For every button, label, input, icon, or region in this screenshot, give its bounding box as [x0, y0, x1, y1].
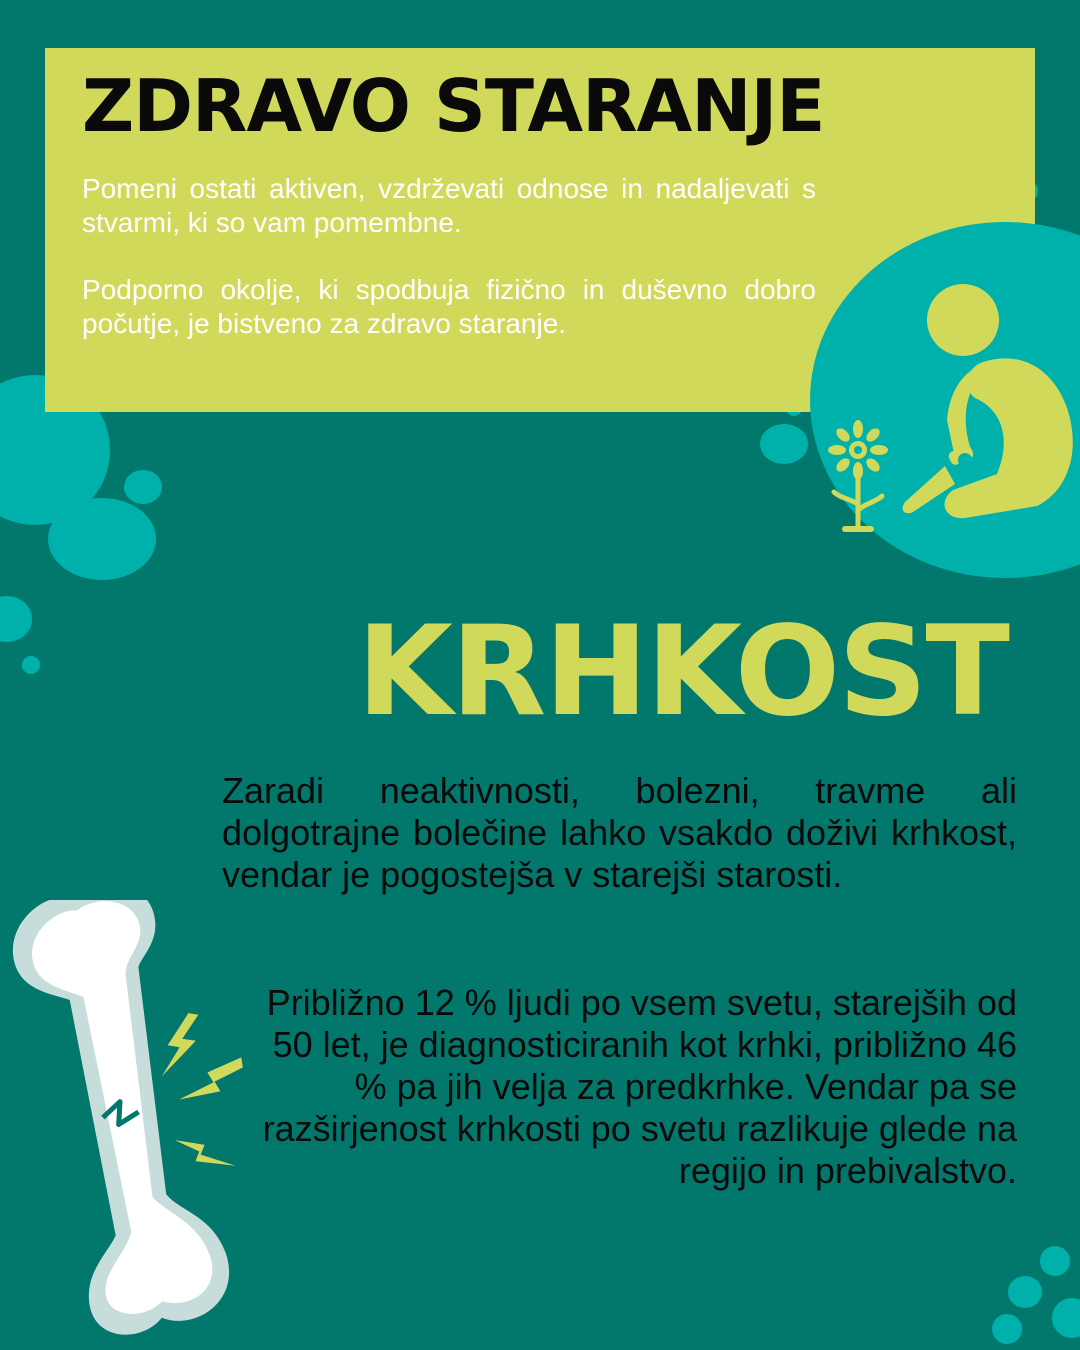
section-title: KRHKOST	[356, 600, 1008, 744]
decor-blob	[124, 470, 162, 504]
decor-blob	[48, 498, 156, 580]
intro-text	[82, 172, 816, 374]
page-title: ZDRAVO STARANJE	[82, 64, 825, 148]
decor-blob	[22, 656, 40, 674]
lightning-bolt-icon	[168, 1052, 248, 1108]
broken-bone-icon	[0, 900, 270, 1350]
flower-icon	[822, 420, 894, 536]
intro-paragraph: Pomeni ostati aktiven, vzdrževati odnose in nadaljevati s stvarmi, ki so vam pomembne.	[82, 173, 816, 238]
section-paragraph: Zaradi neaktivnosti, bolezni, travme ali dolgotrajne bolečine lahko vsakdo doživi krhkost, vendar je pogostejša v starejši starosti.	[222, 770, 1017, 895]
section-paragraph: Približno 12 % ljudi po vsem svetu, starejših od 50 let, je diagnosticiranih kot krhki, približno 46 % pa jih velja za predkrhke. Vendar pa se razširjenost krhkosti po svetu razlikuje glede na regijo in prebivalstvo.	[262, 982, 1017, 1191]
decor-blob	[760, 424, 808, 464]
decor-blob	[1052, 1298, 1080, 1338]
decor-blob	[992, 1314, 1022, 1344]
intro-paragraph: Podporno okolje, ki spodbuja fizično in duševno dobro počutje, je bistveno za zdravo staranje.	[82, 274, 816, 339]
lightning-bolt-icon	[166, 1130, 250, 1172]
decor-blob	[0, 596, 32, 642]
decor-blob	[1008, 1276, 1042, 1308]
decor-blob	[1040, 1246, 1070, 1276]
